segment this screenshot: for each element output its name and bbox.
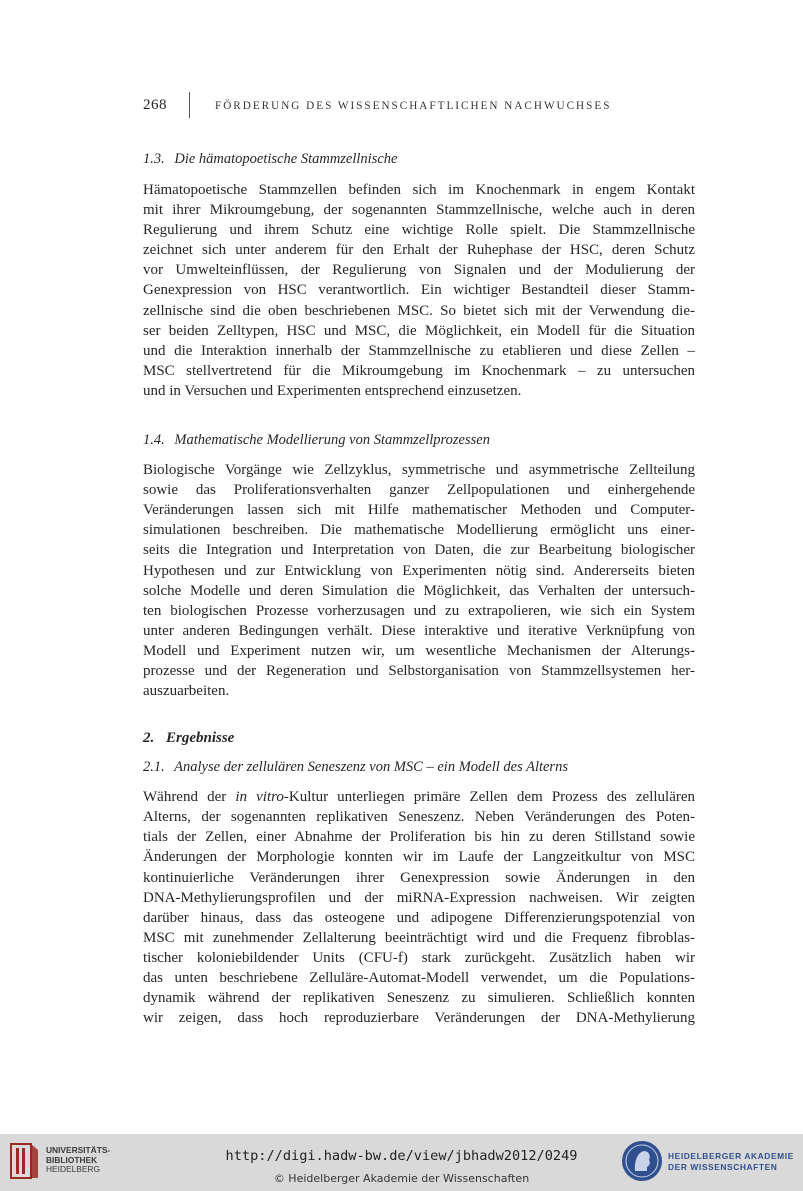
text-run: -Kultur unterliegen primäre Zellen dem Prozess des zellulären: [283, 789, 696, 806]
text-line: Regulierung und ihrem Schutz eine wichtige Rolle spielt. Die Stammzellnische: [143, 222, 695, 239]
text-line: Hypothesen und zur Entwicklung von Experimenten nötig sind. Andererseits bieten: [143, 562, 695, 579]
text-line: dynamik während der replikativen Seneszenz zu simulieren. Schließlich konnten: [143, 990, 695, 1007]
text-line: ten biologischen Prozesse vorherzusagen und zu extrapolieren, wie sich ein System: [143, 602, 695, 619]
text-line: prozesse und der Regeneration und Selbstorganisation von Stammzellsystemen her-: [143, 662, 695, 679]
text-line: [143, 787, 695, 807]
text-line: simulationen beschreiben. Die mathematische Modellierung ermöglicht uns einer-: [143, 522, 695, 539]
academy-line: HEIDELBERGER AKADEMIE: [668, 1151, 794, 1161]
text-line: mit ihrer Mikroumgebung, der sogenannten Stammzellnische, welche auch in deren: [143, 202, 695, 219]
text-line: und in Versuchen und Experimenten entsprechend einzusetzen.: [143, 382, 522, 399]
page-body: [143, 143, 695, 1028]
academy-line: DER WISSENSCHAFTEN: [668, 1161, 778, 1172]
section-number: 1.4.: [143, 432, 165, 449]
text-line: vor Umwelteinflüssen, der Regulierung von Signalen und der Modulierung der: [143, 262, 695, 279]
section-heading-2-1: [143, 757, 695, 777]
section-heading-2: [143, 728, 695, 748]
section-title: Ergebnisse: [166, 730, 235, 747]
section-heading-1-3: [143, 149, 695, 169]
text-line: seits die Integration und Interpretation von Daten, die zur Bearbeitung biologischer: [143, 542, 695, 559]
text-line: kontinuierliche Veränderungen ihrer Genexpression sowie Änderungen in den: [143, 869, 695, 886]
text-line: sowie das Proliferationsverhalten ganzer Zellpopulationen und einhergehende: [143, 482, 695, 499]
section-number: 2.1.: [143, 759, 165, 776]
paragraph-1-3: [143, 180, 695, 401]
text-line: und die Interaktion innerhalb der Stammzellnische zu etablieren und diese Zellen –: [143, 342, 695, 359]
library-line: BIBLIOTHEK: [46, 1154, 98, 1165]
section-title: Analyse der zellulären Seneszenz von MSC – ein Modell des Alterns: [174, 759, 568, 776]
italic-term: in vitro: [235, 789, 284, 806]
text-line: Alterns, der sogenannten replikativen Seneszenz. Neben Veränderungen des Poten-: [143, 809, 695, 826]
text-line: zeichnet sich unter anderem für den Erhalt der Ruhephase der HSC, deren Schutz: [143, 242, 695, 259]
text-run: Während der: [143, 789, 236, 806]
text-line: Hämatopoetische Stammzellen befinden sich im Knochenmark in engem Kontakt: [143, 182, 695, 198]
section-number: 1.3.: [143, 151, 165, 167]
paragraph-1-4: [143, 460, 695, 701]
text-line: Genexpression von HSC verantwortlich. Ein wichtiger Bestandteil dieser Stamm-: [143, 282, 695, 299]
text-line: wir zeigen, dass hoch reproduzierbare Veränderungen der DNA-Methylierung: [143, 1010, 695, 1027]
section-heading-1-4: [143, 430, 695, 450]
text-line: zellnische sind die oben beschriebenen MSC. So bietet sich mit der Verwendung die-: [143, 302, 695, 319]
section-title: Die hämatopoetische Stammzellnische: [174, 151, 398, 167]
text-line: Änderungen der Morphologie konnten wir im Laufe der Langzeitkultur von MSC: [143, 849, 695, 866]
page-number: 268: [143, 97, 167, 113]
text-line: solche Modelle und deren Simulation die Möglichkeit, das Verhalten der untersuch-: [143, 582, 695, 599]
section-number: 2.: [143, 730, 155, 747]
section-title: Mathematische Modellierung von Stammzellprozessen: [174, 432, 490, 449]
footer-bar: [0, 1134, 803, 1191]
text-line: MSC stellvertretend für die Mikroumgebung im Knochenmark – zu untersuchen: [143, 362, 695, 379]
header-divider: [189, 92, 190, 118]
library-line: HEIDELBERG: [46, 1164, 100, 1174]
academy-name: [668, 1151, 794, 1172]
source-url-link[interactable]: http://digi.hadw-bw.de/view/jbhadw2012/0249: [225, 1148, 578, 1164]
page-header: [143, 92, 648, 120]
copyright-notice: © Heidelberger Akademie der Wissenschaften: [273, 1172, 530, 1185]
text-line: DNA-Methylierungsprofilen und der miRNA-Expression nachweisen. Wir zeigten: [143, 889, 695, 906]
academy-seal-icon: [620, 1139, 664, 1183]
text-line: ser beiden Zelltypen, HSC und MSC, die Möglichkeit, ein Modell für die Situation: [143, 322, 695, 339]
text-line: tischer koloniebildender Units (CFU-f) stark zurückgeht. Zusätzlich haben wir: [143, 949, 695, 966]
text-line: darüber hinaus, dass das osteogene und adipogene Differenzierungspotenzial von: [143, 909, 695, 926]
text-line: Veränderungen lassen sich mit Hilfe mathematischer Methoden und Computer-: [143, 502, 695, 519]
paragraph-2-1: [143, 787, 695, 1028]
running-title: FÖRDERUNG DES WISSENSCHAFTLICHEN NACHWUCHSES: [215, 100, 612, 112]
text-line: das unten beschriebene Zelluläre-Automat-Modell verwendet, um die Populations-: [143, 970, 695, 986]
text-line: tials der Zellen, einer Abnahme der Proliferation bis hin zu deren Stillstand sowie: [143, 829, 695, 846]
text-line: unter anderen Bedingungen verhält. Diese interaktive und iterative Verknüpfung von: [143, 622, 695, 639]
text-line: Modell und Experiment nutzen wir, um wesentliche Mechanismen der Alterungs-: [143, 642, 695, 659]
text-line: Biologische Vorgänge wie Zellzyklus, symmetrische und asymmetrische Zellteilung: [143, 462, 695, 479]
text-line: MSC mit zunehmender Zellalterung beeinträchtigt wird und die Frequenz fibroblas-: [143, 929, 695, 946]
library-line: UNIVERSITÄTS-: [46, 1145, 111, 1155]
text-line: auszuarbeiten.: [143, 683, 230, 700]
